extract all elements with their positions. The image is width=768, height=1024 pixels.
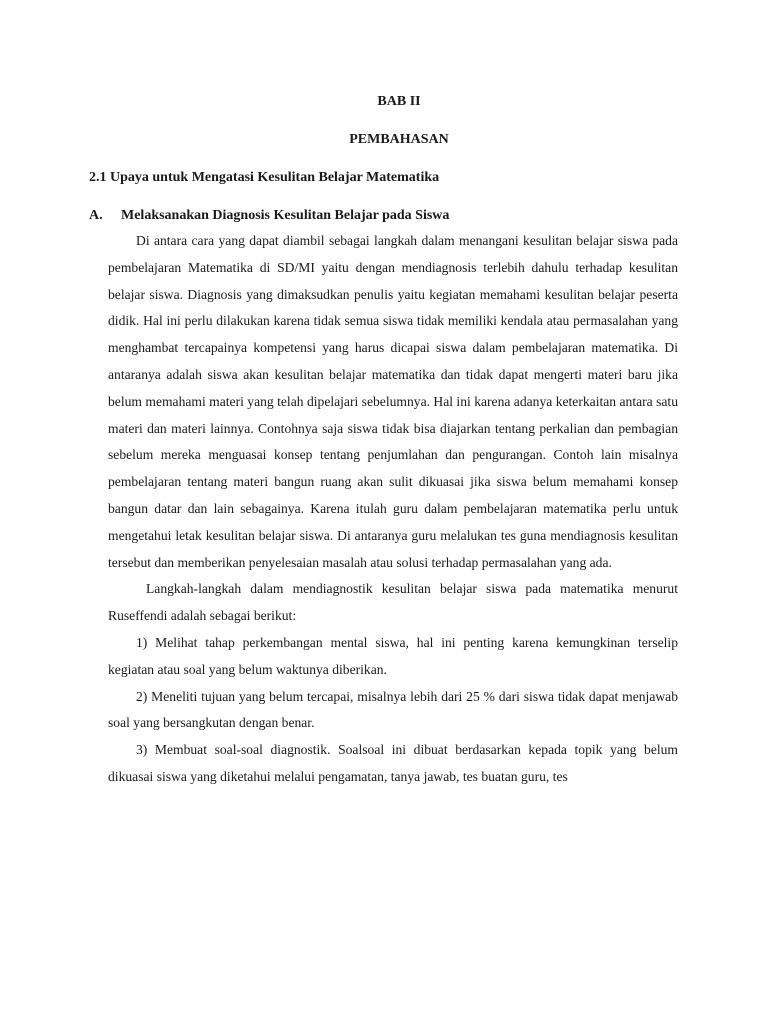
page-content <box>89 90 678 791</box>
section-heading: 2.1 Upaya untuk Mengatasi Kesulitan Belajar Matematika <box>89 170 440 185</box>
paragraph-intro: Di antara cara yang dapat diambil sebagai langkah dalam menangani kesulitan belajar siswa pada pembelajaran Matematika di SD/MI yaitu dengan mendiagnosis terlebih dahulu terhadap kesulitan belajar siswa. Diagnosis yang dimaksudkan penulis yaitu kegiatan memahami kesulitan belajar peserta didik. Hal ini perlu dilakukan karena tidak semua siswa tidak memiliki kendala atau permasalahan yang menghambat tercapainya kompetensi yang harus dicapai siswa dalam pembelajaran matematika. Di antaranya adalah siswa akan kesulitan belajar matematika dan tidak dapat mengerti materi baru jika belum memahami materi yang telah dipelajari sebelumnya. Hal ini karena adanya keterkaitan antara satu materi dan materi lainnya. Contohnya saja siswa tidak bisa diajarkan tentang perkalian dan pembagian sebelum mereka menguasai konsep tentang penjumlahan dan pengurangan. Contoh lain misalnya pembelajaran tentang materi bangun ruang akan sulit dikuasai jika siswa belum memahami konsep bangun datar dan lain sebagainya. Karena itulah guru dalam pembelajaran matematika perlu untuk mengetahui letak kesulitan belajar siswa. Di antaranya guru melalukan tes guna mendiagnosis kesulitan tersebut dan memberikan penyelesaian masalah atau solusi terhadap permasalahan yang ada. <box>108 233 678 570</box>
subsection-letter: A. <box>89 208 103 223</box>
chapter-number: BAB II <box>377 94 421 109</box>
paragraph-steps-intro: Langkah-langkah dalam mendiagnostik kesulitan belajar siswa pada matematika menurut Ruseffendi adalah sebagai berikut: <box>108 581 678 624</box>
chapter-title: PEMBAHASAN <box>349 132 449 147</box>
paragraph-step-2: 2) Meneliti tujuan yang belum tercapai, misalnya lebih dari 25 % dari siswa tidak dapat menjawab soal yang bersangkutan dengan benar. <box>108 688 678 731</box>
paragraph-step-3: 3) Membuat soal-soal diagnostik. Soalsoal ini dibuat berdasarkan kepada topik yang belum dikuasai siswa yang diketahui melalui pengamatan, tanya jawab, tes buatan guru, tes <box>108 742 678 784</box>
subsection-heading <box>89 204 678 228</box>
paragraph-step-1: 1) Melihat tahap perkembangan mental siswa, hal ini penting karena kemungkinan terselip kegiatan atau soal yang belum waktunya diberikan. <box>108 634 678 677</box>
subsection-title: Melaksanakan Diagnosis Kesulitan Belajar pada Siswa <box>121 208 450 223</box>
